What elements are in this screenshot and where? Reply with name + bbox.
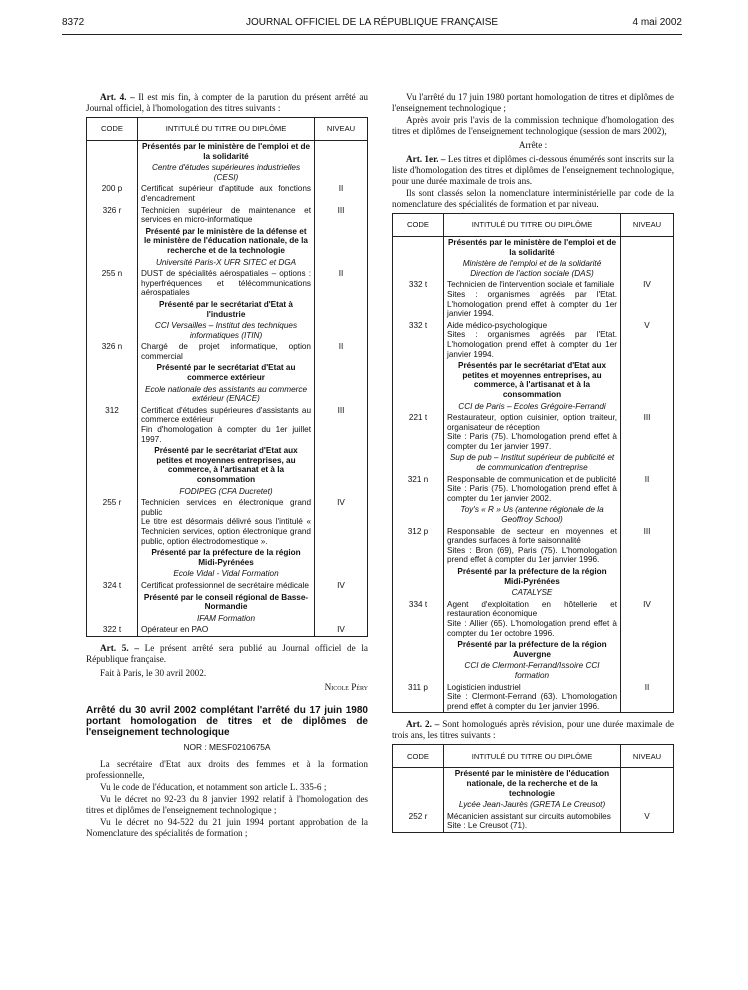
row-level-empty — [315, 320, 368, 341]
col-level: NIVEAU — [315, 118, 368, 141]
row-code: 312 — [87, 405, 138, 445]
row-title: Logisticien industriel — [447, 682, 521, 692]
col-code: CODE — [393, 214, 444, 237]
row-code-empty — [87, 547, 138, 568]
row-level-empty — [315, 613, 368, 625]
page-header — [62, 17, 682, 31]
decree-p3: Vu le décret no 92-23 du 8 janvier 1992 relatif à l'homologation des titres et diplômes de l'enseignement technologique ; — [86, 793, 368, 815]
table-row — [87, 547, 368, 568]
art5-paragraph — [86, 643, 368, 665]
decree-title: Arrêté du 30 avril 2002 complétant l'arrêté du 17 juin 1980 portant homologation de titres et de diplômes de l'enseignement technologique — [86, 704, 368, 738]
training-organisation: Lycée Jean-Jaurès (GRETA Le Creusot) — [444, 799, 621, 811]
art1-text: Les titres et diplômes ci-dessous énumérés sont inscrits sur la liste d'homologation des titres et diplômes de l'enseignement technologique, pour une durée maximale de trois ans. — [392, 154, 674, 186]
row-code: 221 t — [393, 412, 444, 452]
table-row — [393, 599, 674, 639]
row-level: V — [621, 320, 674, 360]
row-level-empty — [315, 384, 368, 405]
table-row — [87, 141, 368, 163]
row-note: Site : Le Creusot (71). — [447, 821, 528, 831]
table-row — [393, 566, 674, 587]
row-level-empty — [621, 587, 674, 599]
table-art1 — [392, 213, 674, 713]
training-organisation: CCI Versailles – Institut des techniques informatiques (ITIN) — [138, 320, 315, 341]
training-organisation: Ecole Vidal - Vidal Formation — [138, 568, 315, 580]
row-title-cell — [138, 205, 315, 226]
decree-p4: Vu le décret no 94-522 du 21 juin 1994 portant approbation de la Nomenclature des spécialités de formation ; — [86, 816, 368, 838]
training-organisation: FODIPEG (CFA Ducretet) — [138, 486, 315, 498]
presenting-authority: Présenté par le conseil régional de Basse-Normandie — [138, 592, 315, 613]
table-row — [87, 162, 368, 183]
col-level: NIVEAU — [621, 214, 674, 237]
table-row — [393, 639, 674, 660]
table-row — [393, 452, 674, 473]
table-art2 — [392, 744, 674, 833]
row-level-empty — [621, 660, 674, 681]
row-level-empty — [621, 504, 674, 525]
row-title-cell — [138, 580, 315, 592]
right-p2: Après avoir pris l'avis de la commission technique d'homologation des titres et diplômes de l'enseignement technologique (session de mars 2002), — [392, 115, 674, 136]
presenting-authority: Présentés par le ministère de l'emploi et de la solidarité — [138, 141, 315, 163]
row-code: 326 r — [87, 205, 138, 226]
row-code-empty — [393, 258, 444, 279]
row-title-cell — [444, 320, 621, 360]
row-level-empty — [621, 799, 674, 811]
training-organisation: Ecole nationale des assistants au commerce extérieur (ENACE) — [138, 384, 315, 405]
presenting-authority: Présenté par la préfecture de la région Midi-Pyrénées — [138, 547, 315, 568]
row-level: II — [621, 474, 674, 505]
row-title-cell — [138, 624, 315, 636]
art1-paragraph-2: Ils sont classés selon la nomenclature interministérielle par code de la nomenclature des spécialités de formation et par niveau. — [392, 188, 674, 209]
journal-title: JOURNAL OFFICIEL DE LA RÉPUBLIQUE FRANÇAISE — [245, 17, 499, 28]
table-row — [87, 226, 368, 257]
row-note: Site : Paris (75). L'homologation prend effet à compter du 1er janvier 1997. — [447, 432, 617, 451]
table-row — [87, 362, 368, 383]
art5-text: Le présent arrêté sera publié au Journal officiel de la République française. — [86, 642, 368, 664]
presenting-authority: Présenté par la préfecture de la région Auvergne — [444, 639, 621, 660]
row-level-empty — [315, 362, 368, 383]
row-code-empty — [393, 799, 444, 811]
row-code-empty — [87, 257, 138, 269]
row-title: Responsable de secteur en moyennes et grandes surfaces à forte saisonnalité — [447, 526, 617, 546]
table-art1-body — [393, 237, 674, 713]
row-code-empty — [87, 568, 138, 580]
row-title-cell — [138, 341, 315, 362]
table-row — [87, 624, 368, 636]
row-level: III — [315, 405, 368, 445]
table-row — [87, 205, 368, 226]
row-code: 311 p — [393, 682, 444, 713]
table-row — [87, 268, 368, 299]
row-title-cell — [444, 412, 621, 452]
art4-label: Art. 4. – — [100, 92, 135, 102]
table-row — [393, 504, 674, 525]
row-code-empty — [87, 226, 138, 257]
row-code: 200 p — [87, 183, 138, 204]
table-row — [87, 486, 368, 498]
right-p1: Vu l'arrêté du 17 juin 1980 portant homologation de titres et diplômes de l'enseignement technologique ; — [392, 92, 674, 113]
row-note: Le titre est désormais délivré sous l'intitulé « Technicien services, option électronique grand public, option électrodomestique ». — [141, 517, 311, 546]
row-code-empty — [393, 566, 444, 587]
row-level: IV — [621, 279, 674, 319]
training-organisation: Toy's « R » Us (antenne régionale de la Geoffroy School) — [444, 504, 621, 525]
row-title-cell — [138, 405, 315, 445]
training-organisation: CCI de Clermont-Ferrand/Issoire CCI formation — [444, 660, 621, 681]
nor-reference: NOR : MESF0210675A — [183, 741, 271, 752]
col-level: NIVEAU — [621, 745, 674, 768]
row-level-empty — [315, 226, 368, 257]
row-level-empty — [315, 547, 368, 568]
arrete: Arrête : — [518, 140, 548, 150]
table-row — [87, 341, 368, 362]
row-note: Sites : organismes agréés par l'Etat. L'homologation prend effet à compter du 1er janvier 1994. — [447, 330, 617, 359]
table-row — [393, 237, 674, 259]
row-title-cell — [444, 811, 621, 833]
row-level-empty — [621, 639, 674, 660]
row-level-empty — [315, 592, 368, 613]
row-level-empty — [621, 768, 674, 799]
row-code-empty — [87, 592, 138, 613]
presenting-authority: Présenté par le secrétariat d'Etat au commerce extérieur — [138, 362, 315, 383]
col-title: INTITULÉ DU TITRE OU DIPLÔME — [444, 214, 621, 237]
row-level-empty — [621, 401, 674, 413]
art1-paragraph — [392, 154, 674, 187]
presenting-authority: Présenté par le secrétariat d'Etat aux petites et moyennes entreprises, au commerce, à l'artisanat et à la consommation — [138, 445, 315, 485]
row-level-empty — [315, 162, 368, 183]
row-note: Sites : organismes agréés par l'Etat. L'homologation prend effet à compter du 1er janvier 1994. — [447, 289, 617, 319]
row-level: IV — [621, 599, 674, 639]
row-title: Certificat d'études supérieures d'assistants au commerce extérieur — [141, 405, 311, 425]
col-code: CODE — [87, 118, 138, 141]
table-row — [393, 320, 674, 360]
row-title: Technicien supérieur de maintenance et services en micro-informatique — [141, 205, 311, 225]
art4-text: Il est mis fin, à compter de la parution du présent arrêté au Journal officiel, à l'homologation des titres suivants : — [86, 92, 368, 113]
row-level-empty — [621, 452, 674, 473]
row-title: Chargé de projet informatique, option commercial — [141, 342, 311, 361]
table-row — [393, 412, 674, 452]
table-row — [87, 497, 368, 547]
presenting-authority: Présentés par le ministère de l'emploi et de la solidarité — [444, 237, 621, 259]
art2-label: Art. 2. – — [406, 719, 440, 730]
table-row — [393, 682, 674, 713]
decree-p2: Vu le code de l'éducation, et notamment son article L. 335-6 ; — [100, 781, 327, 792]
row-code: 312 p — [393, 526, 444, 566]
row-code-empty — [393, 360, 444, 400]
row-level: IV — [315, 497, 368, 547]
row-level-empty — [621, 258, 674, 279]
row-code-empty — [87, 445, 138, 485]
right-column — [392, 92, 674, 833]
row-level: V — [621, 811, 674, 833]
row-level: III — [315, 205, 368, 226]
row-code-empty — [87, 384, 138, 405]
row-level: IV — [315, 580, 368, 592]
training-organisation: Centre d'études supérieures industrielles (CESI) — [138, 162, 315, 183]
table-row — [87, 299, 368, 320]
row-code: 332 t — [393, 320, 444, 360]
row-code: 252 r — [393, 811, 444, 833]
row-code-empty — [87, 362, 138, 383]
row-note: Site : Paris (75). L'homologation prend effet à compter du 1er janvier 2002. — [447, 484, 617, 503]
row-level-empty — [621, 237, 674, 259]
table-row — [87, 592, 368, 613]
table-row — [393, 660, 674, 681]
training-organisation: Sup de pub – Institut supérieur de publicité et de communication d'entreprise — [444, 452, 621, 473]
row-level-empty — [621, 566, 674, 587]
table-art4 — [86, 117, 368, 637]
training-organisation: Ministère de l'emploi et de la solidarité Direction de l'action sociale (DAS) — [444, 258, 621, 279]
table-art2-body — [393, 768, 674, 833]
table-row — [393, 811, 674, 833]
row-title: Technicien services en électronique grand public — [141, 498, 311, 517]
row-level-empty — [315, 257, 368, 269]
art2-paragraph — [392, 719, 674, 741]
table-row — [393, 360, 674, 400]
row-title-cell — [444, 682, 621, 713]
row-title: Technicien de l'intervention sociale et familiale — [447, 280, 615, 290]
row-title: Certificat professionnel de secrétaire médicale — [141, 580, 309, 590]
table-row — [87, 405, 368, 445]
row-level: IV — [315, 624, 368, 636]
row-code-empty — [393, 401, 444, 413]
left-column — [86, 92, 368, 840]
row-level-empty — [315, 486, 368, 498]
training-organisation: CATALYSE — [444, 587, 621, 599]
done-at: Fait à Paris, le 30 avril 2002. — [100, 667, 207, 678]
table-row — [87, 257, 368, 269]
table-row — [393, 587, 674, 599]
table-row — [393, 279, 674, 319]
row-title: Aide médico-psychologique — [447, 320, 548, 330]
row-code-empty — [87, 141, 138, 163]
row-level: III — [621, 526, 674, 566]
row-title-cell — [138, 183, 315, 204]
row-code-empty — [393, 504, 444, 525]
row-title-cell — [444, 474, 621, 505]
row-code-empty — [393, 639, 444, 660]
page-number: 8372 — [62, 17, 85, 28]
row-code: 322 t — [87, 624, 138, 636]
presenting-authority: Présenté par la préfecture de la région Midi-Pyrénées — [444, 566, 621, 587]
table-row — [87, 384, 368, 405]
signature: Nicole Péry — [324, 681, 368, 692]
row-code-empty — [87, 162, 138, 183]
row-title-cell — [444, 526, 621, 566]
row-note: Sites : Bron (69), Paris (75). L'homologation prend effet à compter du 1er janvier 1996. — [447, 545, 617, 565]
row-level: II — [315, 183, 368, 204]
art1-label: Art. 1er. – — [406, 154, 446, 164]
presenting-authority: Présenté par le ministère de l'éducation nationale, de la recherche et de la technologie — [444, 768, 621, 799]
row-level: II — [315, 268, 368, 299]
table-row — [393, 799, 674, 811]
table-row — [87, 445, 368, 485]
table-art4-body — [87, 141, 368, 637]
row-title: Agent d'exploitation en hôtellerie et restauration économique — [447, 599, 617, 619]
row-level-empty — [315, 141, 368, 163]
table-row — [87, 568, 368, 580]
table-row — [393, 768, 674, 799]
training-organisation: Université Paris-X UFR SITEC et DGA — [138, 257, 315, 269]
decree-p1: La secrétaire d'Etat aux droits des femmes et à la formation professionnelle, — [86, 758, 368, 780]
issue-date: 4 mai 2002 — [632, 17, 682, 28]
row-note: Site : Clermont-Ferrand (63). L'homologation prend effet à compter du 1er janvier 1996. — [447, 692, 617, 711]
table-row — [393, 474, 674, 505]
row-code-empty — [87, 299, 138, 320]
row-code-empty — [87, 613, 138, 625]
table-row — [87, 320, 368, 341]
row-code-empty — [393, 660, 444, 681]
row-title-cell — [444, 279, 621, 319]
row-code-empty — [393, 587, 444, 599]
art2-text: Sont homologués après révision, pour une durée maximale de trois ans, les titres suivants : — [392, 719, 675, 741]
table-row — [87, 613, 368, 625]
table-row — [87, 580, 368, 592]
row-code: 326 n — [87, 341, 138, 362]
row-code: 324 t — [87, 580, 138, 592]
row-title-cell — [444, 599, 621, 639]
row-code-empty — [87, 320, 138, 341]
row-code-empty — [393, 237, 444, 259]
col-title: INTITULÉ DU TITRE OU DIPLÔME — [444, 745, 621, 768]
row-level-empty — [315, 568, 368, 580]
row-title: Opérateur en PAO — [141, 625, 209, 635]
row-code-empty — [393, 452, 444, 473]
presenting-authority: Présenté par le secrétariat d'Etat à l'industrie — [138, 299, 315, 320]
row-note: Fin d'homologation à compter du 1er juillet 1997. — [141, 425, 311, 444]
row-title: Mécanicien assistant sur circuits automobiles — [447, 811, 611, 821]
row-title-cell — [138, 497, 315, 547]
row-title: Restaurateur, option cuisinier, option traiteur, organisateur de réception — [447, 413, 617, 432]
row-title: Responsable de communication et de publicité — [447, 474, 617, 484]
table-row — [393, 526, 674, 566]
training-organisation: CCI de Paris – Ecoles Grégoire-Ferrandi — [444, 401, 621, 413]
row-code: 332 t — [393, 279, 444, 319]
table-row — [393, 258, 674, 279]
row-level: III — [621, 412, 674, 452]
row-level-empty — [621, 360, 674, 400]
row-code: 255 n — [87, 268, 138, 299]
table-row — [87, 183, 368, 204]
row-note: Site : Allier (65). L'homologation prend effet à compter du 1er octobre 1996. — [447, 618, 617, 638]
row-code-empty — [87, 486, 138, 498]
row-level: II — [315, 341, 368, 362]
art5-label: Art. 5. – — [100, 642, 139, 653]
row-title: DUST de spécialités aérospatiales – options : hyperfréquences et télécommunications aérospatiales — [141, 269, 311, 298]
row-code: 255 r — [87, 497, 138, 547]
row-code-empty — [393, 768, 444, 799]
row-title: Certificat supérieur d'aptitude aux fonctions d'encadrement — [141, 184, 311, 203]
row-level-empty — [315, 299, 368, 320]
row-code: 334 t — [393, 599, 444, 639]
training-organisation: IFAM Formation — [138, 613, 315, 625]
table-row — [393, 401, 674, 413]
presenting-authority: Présenté par le ministère de la défense et le ministère de l'éducation nationale, de la recherche et de la technologie — [138, 226, 315, 257]
col-title: INTITULÉ DU TITRE OU DIPLÔME — [138, 118, 315, 141]
presenting-authority: Présentés par le secrétariat d'Etat aux petites et moyennes entreprises, au commerce, à l'artisanat et à la consommation — [444, 360, 621, 400]
header-rule — [62, 34, 682, 35]
row-title-cell — [138, 268, 315, 299]
row-code: 321 n — [393, 474, 444, 505]
art4-paragraph — [86, 92, 368, 114]
col-code: CODE — [393, 745, 444, 768]
row-level-empty — [315, 445, 368, 485]
row-level: II — [621, 682, 674, 713]
